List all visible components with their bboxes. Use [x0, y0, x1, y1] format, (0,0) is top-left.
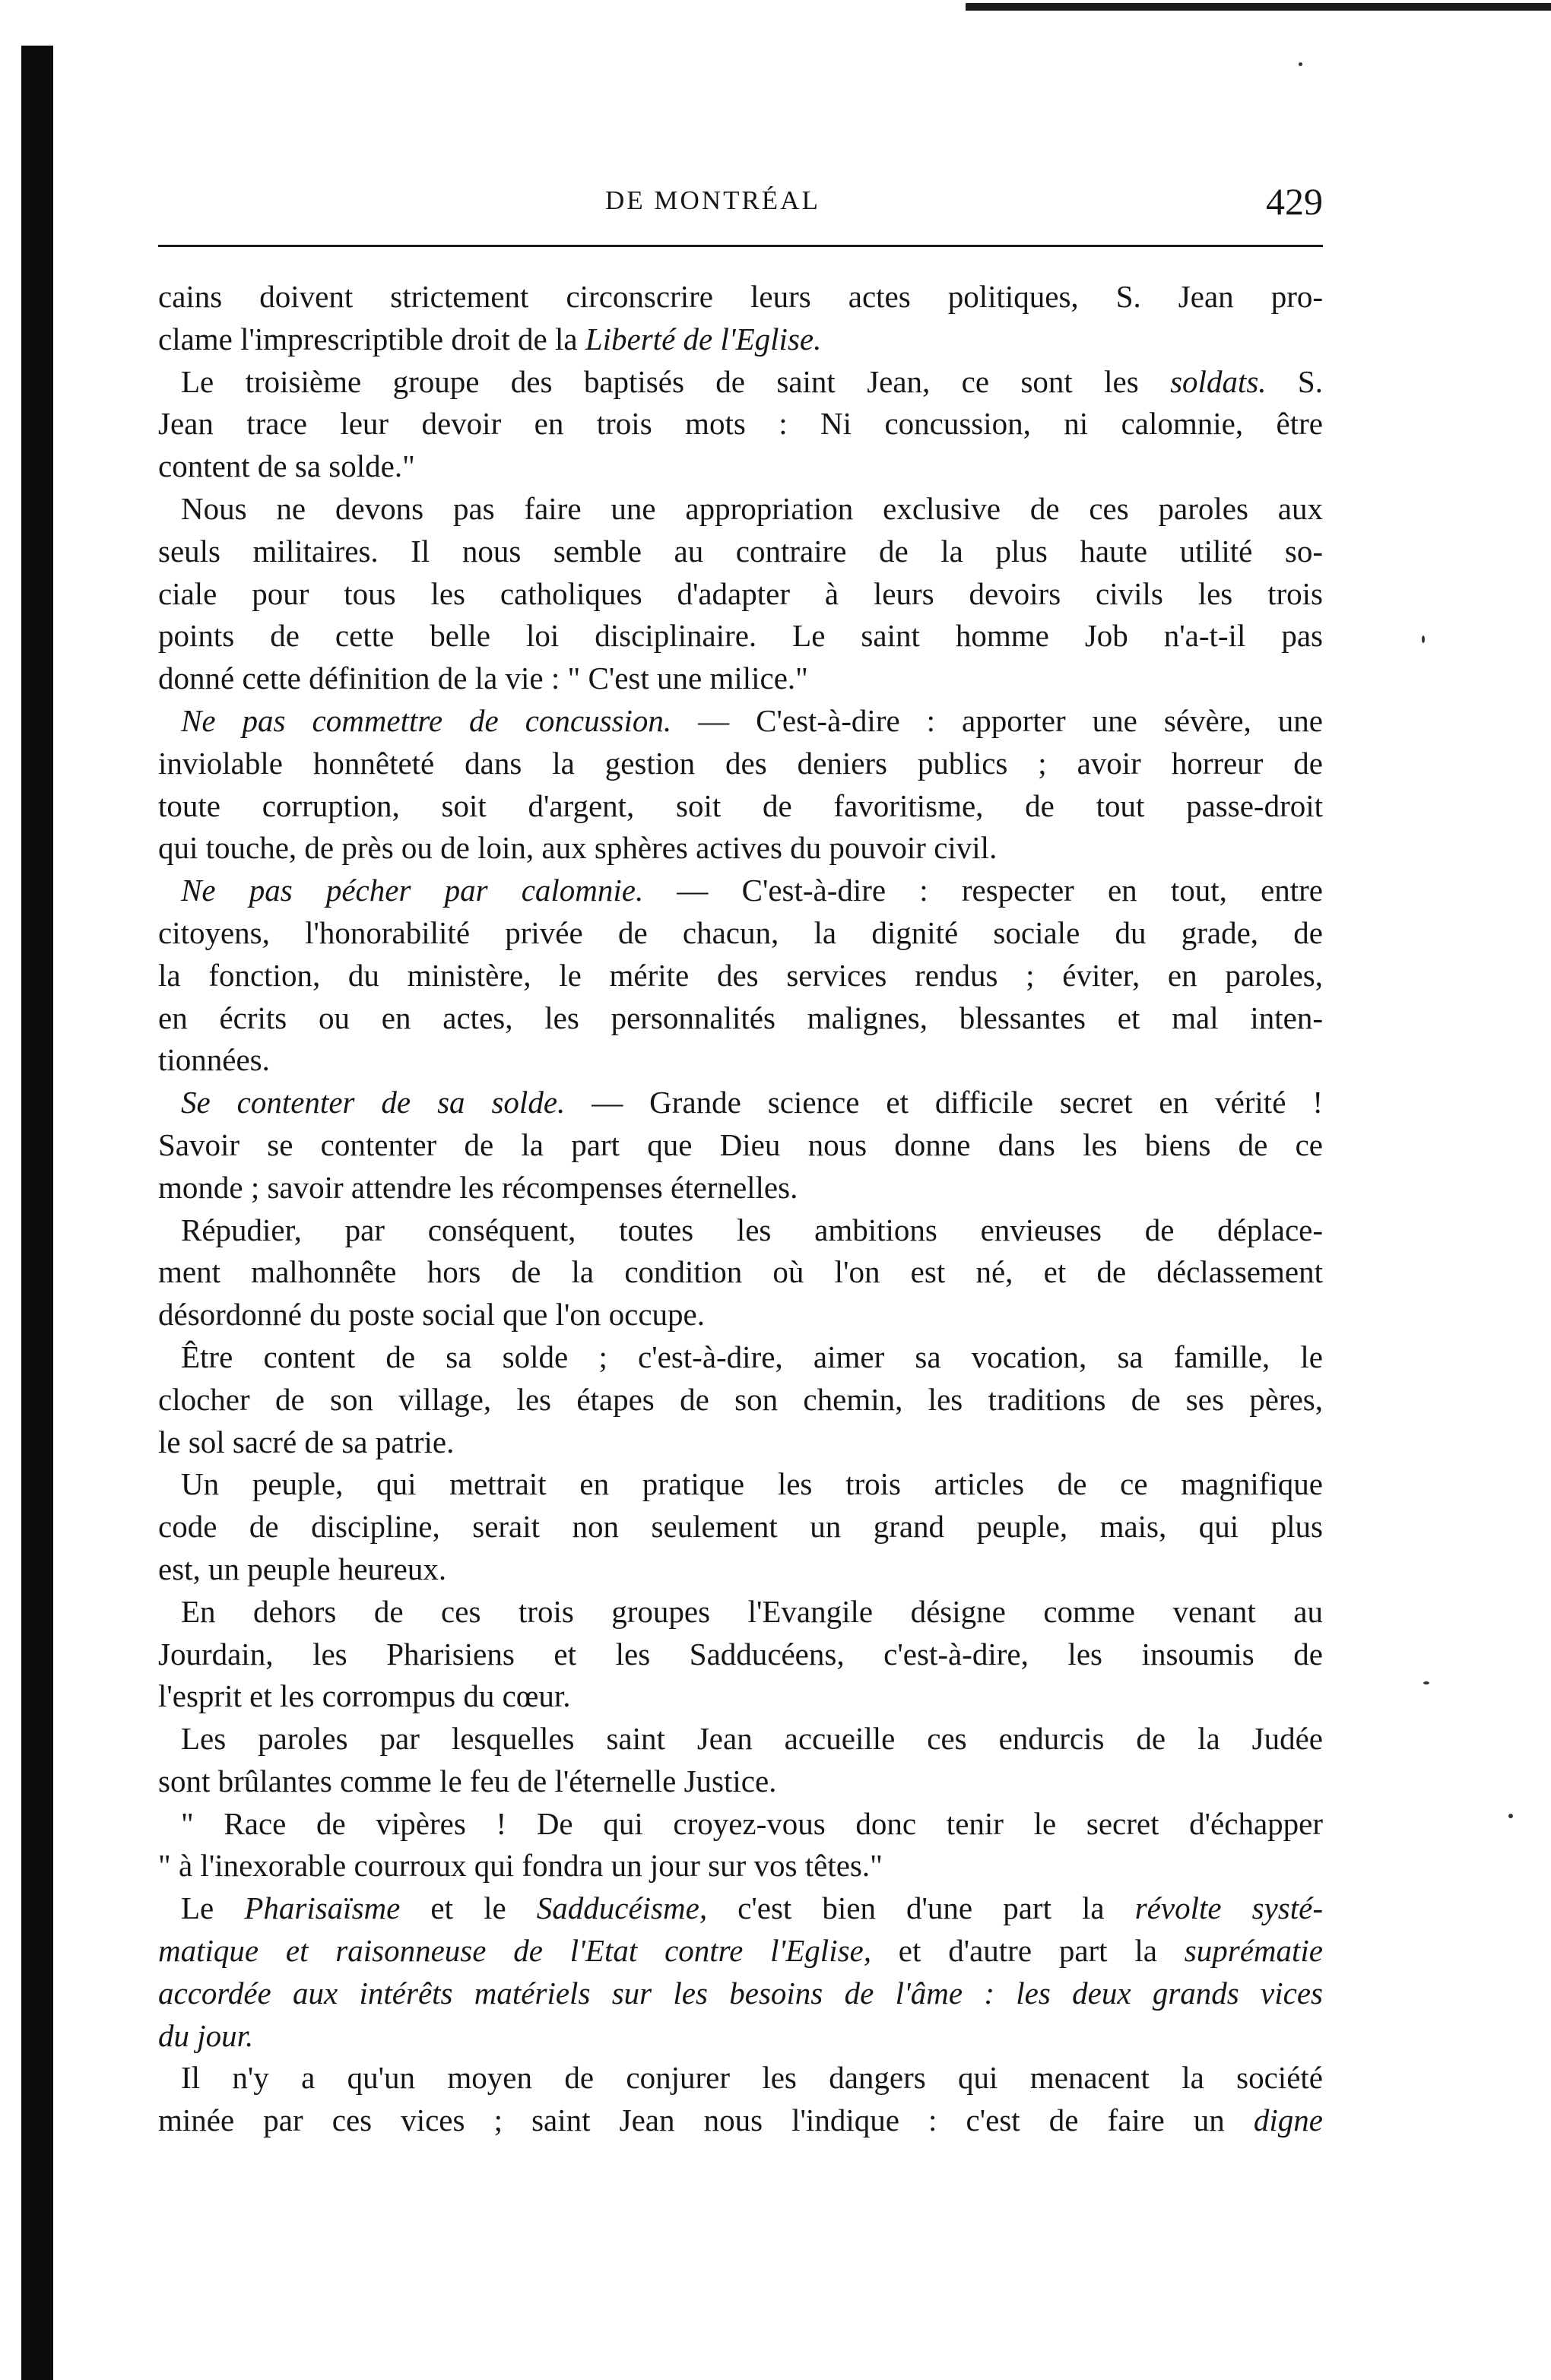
line-text: points de cette belle loi disciplinaire. Le saint homme Job n'a-t-il pas: [158, 618, 1323, 654]
line-text: Le troisième groupe des baptisés de saint Jean, ce sont les: [181, 363, 1171, 399]
text-line: [158, 997, 1323, 1040]
italic-phrase: digne: [1253, 2103, 1323, 2138]
line-text: en écrits ou en actes, les personnalités malignes, blessantes et mal inten-: [158, 1000, 1323, 1035]
scan-speck: [1508, 1814, 1513, 1818]
line-text: citoyens, l'honorabilité privée de chacun, la dignité sociale du grade, de: [158, 914, 1323, 950]
line-text: l'esprit et les corrompus du cœur.: [158, 1678, 571, 1714]
line-text: cains doivent strictement circonscrire leurs actes politiques, S. Jean pro-: [158, 279, 1323, 314]
text-line: [158, 2057, 1323, 2100]
running-title: DE MONTRÉAL: [605, 185, 820, 215]
line-text: désordonné du poste social que l'on occupe.: [158, 1297, 706, 1333]
italic-phrase: du jour.: [158, 2017, 254, 2053]
scan-speck: [1299, 62, 1302, 66]
line-text: Le: [181, 1890, 245, 1926]
text-line: [158, 1591, 1323, 1634]
italic-phrase: soldats.: [1170, 363, 1267, 399]
line-text: — C'est-à-dire : apporter une sévère, une: [671, 702, 1323, 738]
text-line: [158, 1251, 1323, 1294]
line-text: Les paroles par lesquelles saint Jean accueille ces endurcis de la Judée: [181, 1721, 1323, 1757]
line-text: la fonction, du ministère, le mérite des services rendus ; éviter, en paroles,: [158, 957, 1323, 993]
text-line: [158, 1209, 1323, 1252]
line-text: donné cette définition de la vie : " C'est une milice.": [158, 661, 808, 696]
text-line: [158, 1634, 1323, 1676]
text-line: [158, 870, 1323, 912]
text-line: [158, 445, 1323, 488]
text-line: [158, 1548, 1323, 1591]
line-text: clocher de son village, les étapes de son chemin, les traditions de ses pères,: [158, 1381, 1323, 1417]
text-line: [158, 1336, 1323, 1379]
text-line: [158, 1760, 1323, 1803]
line-text: c'est bien d'une part la: [707, 1890, 1135, 1926]
text-line: [158, 785, 1323, 828]
body-text: [158, 276, 1323, 2142]
line-text: sont brûlantes comme le feu de l'éternelle Justice.: [158, 1763, 777, 1798]
line-text: " à l'inexorable courroux qui fondra un jour sur vos têtes.": [158, 1848, 883, 1884]
text-line: [158, 488, 1323, 531]
line-text: " Race de vipères ! De qui croyez-vous donc tenir le secret d'échapper: [181, 1805, 1323, 1841]
scan-speck: [1422, 635, 1425, 643]
text-line: [158, 700, 1323, 743]
text-line: [158, 2100, 1323, 2142]
line-text: ciale pour tous les catholiques d'adapter à leurs devoirs civils les trois: [158, 575, 1323, 611]
line-text: Être content de sa solde ; c'est-à-dire, aimer sa vocation, sa famille, le: [181, 1339, 1323, 1374]
line-text: Il n'y a qu'un moyen de conjurer les dangers qui menacent la société: [181, 2060, 1323, 2096]
text-line: [158, 1124, 1323, 1167]
italic-phrase: Pharisaïsme: [244, 1890, 401, 1926]
text-line: [158, 1463, 1323, 1506]
line-text: Jourdain, les Pharisiens et les Sadducéens, c'est-à-dire, les insoumis de: [158, 1636, 1323, 1672]
line-text: minée par ces vices ; saint Jean nous l'indique : c'est de faire un: [158, 2103, 1254, 2138]
italic-phrase: matique et raisonneuse de l'Etat contre l'Eglise,: [158, 1933, 871, 1969]
top-edge-rule: [966, 3, 1551, 11]
text-line: [158, 955, 1323, 997]
text-line: [158, 1675, 1323, 1718]
text-line: [158, 827, 1323, 870]
line-text: et le: [400, 1890, 537, 1926]
page-header: [158, 179, 1323, 233]
line-text: Nous ne devons pas faire une appropriation exclusive de ces paroles aux: [181, 490, 1323, 526]
text-line: [158, 1421, 1323, 1464]
text-line: [158, 1973, 1323, 2015]
text-line: [158, 658, 1323, 700]
text-line: [158, 361, 1323, 404]
text-line: [158, 318, 1323, 361]
line-text: est, un peuple heureux.: [158, 1551, 447, 1586]
header-rule: [158, 245, 1323, 247]
text-line: [158, 403, 1323, 445]
text-line: [158, 615, 1323, 658]
binding-edge: [21, 46, 53, 2380]
text-line: [158, 1887, 1323, 1930]
italic-phrase: suprématie: [1184, 1933, 1323, 1969]
text-line: [158, 1506, 1323, 1548]
line-text: content de sa solde.": [158, 448, 415, 484]
line-text: ment malhonnête hors de la condition où l'on est né, et de déclassement: [158, 1254, 1323, 1290]
line-text: inviolable honnêteté dans la gestion des deniers publics ; avoir horreur de: [158, 745, 1323, 781]
italic-phrase: Liberté de l'Eglise.: [585, 321, 822, 357]
text-line: [158, 1803, 1323, 1846]
text-line: [158, 743, 1323, 785]
line-text: tionnées.: [158, 1042, 270, 1078]
text-line: [158, 1167, 1323, 1209]
italic-phrase: Ne pas pécher par calomnie.: [181, 873, 644, 908]
italic-phrase: révolte systé-: [1134, 1890, 1323, 1926]
text-line: [158, 276, 1323, 318]
line-text: Un peuple, qui mettrait en pratique les trois articles de ce magnifique: [181, 1466, 1323, 1502]
italic-phrase: accordée aux intérêts matériels sur les besoins de l'âme : les deux grands vices: [158, 1975, 1323, 2011]
italic-phrase: Se contenter de sa solde.: [181, 1085, 566, 1120]
text-line: [158, 1294, 1323, 1336]
text-line: [158, 1039, 1323, 1082]
line-text: monde ; savoir attendre les récompenses éternelles.: [158, 1169, 798, 1205]
text-line: [158, 1930, 1323, 1973]
line-text: S.: [1266, 363, 1323, 399]
line-text: et d'autre part la: [871, 1933, 1185, 1969]
line-text: — Grande science et difficile secret en vérité !: [565, 1085, 1324, 1120]
italic-phrase: Ne pas commettre de concussion.: [181, 702, 672, 738]
line-text: Répudier, par conséquent, toutes les ambitions envieuses de déplace-: [181, 1212, 1323, 1247]
line-text: Jean trace leur devoir en trois mots : Ni concussion, ni calomnie, être: [158, 406, 1323, 442]
text-line: [158, 1718, 1323, 1760]
line-text: qui touche, de près ou de loin, aux sphères actives du pouvoir civil.: [158, 830, 998, 866]
scan-speck: [1423, 1681, 1429, 1684]
line-text: le sol sacré de sa patrie.: [158, 1424, 455, 1459]
line-text: En dehors de ces trois groupes l'Evangile désigne comme venant au: [181, 1593, 1323, 1629]
text-line: [158, 2015, 1323, 2058]
text-line: [158, 1845, 1323, 1887]
page-number: 429: [1266, 180, 1323, 223]
text-line: [158, 912, 1323, 955]
line-text: code de discipline, serait non seulement un grand peuple, mais, qui plus: [158, 1509, 1323, 1545]
line-text: clame l'imprescriptible droit de la: [158, 321, 585, 357]
line-text: Savoir se contenter de la part que Dieu nous donne dans les biens de ce: [158, 1127, 1323, 1162]
line-text: seuls militaires. Il nous semble au contraire de la plus haute utilité so-: [158, 533, 1323, 569]
text-line: [158, 1082, 1323, 1124]
text-line: [158, 573, 1323, 616]
line-text: — C'est-à-dire : respecter en tout, entre: [643, 873, 1324, 908]
italic-phrase: Sadducéisme,: [536, 1890, 708, 1926]
text-line: [158, 531, 1323, 573]
text-line: [158, 1379, 1323, 1421]
line-text: toute corruption, soit d'argent, soit de favoritisme, de tout passe-droit: [158, 788, 1323, 823]
